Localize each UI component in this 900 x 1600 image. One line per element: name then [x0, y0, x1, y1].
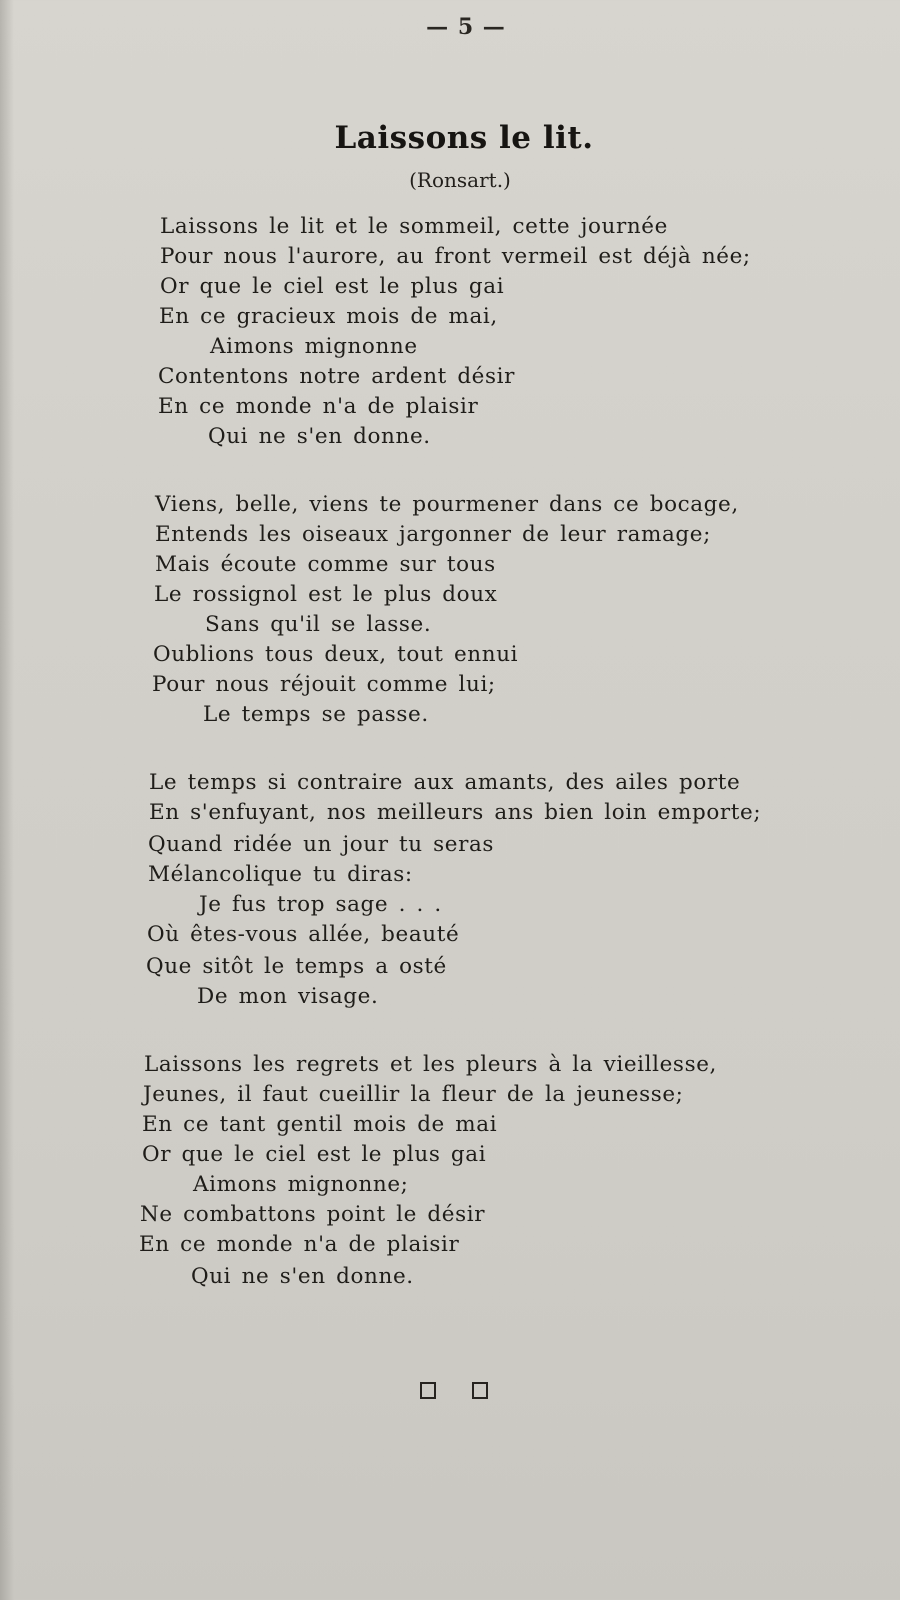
- end-ornament: [4, 1382, 900, 1399]
- verse-line-indented: Sans qu'il se lasse.: [205, 612, 432, 637]
- poem-title: Laissons le lit.: [334, 120, 594, 156]
- verse-line: En ce tant gentil mois de mai: [142, 1112, 498, 1137]
- poem-author: (Ronsart.): [409, 168, 511, 192]
- verse-line: Viens, belle, viens te pourmener dans ce bocage,: [155, 492, 739, 517]
- verse-line: Ne combattons point le désir: [140, 1202, 486, 1227]
- verse-line: Quand ridée un jour tu seras: [148, 832, 495, 857]
- verse-line: Mélancolique tu diras:: [148, 862, 413, 887]
- verse-line: Le temps si contraire aux amants, des ailes porte: [149, 770, 741, 795]
- verse-line-indented: Aimons mignonne;: [193, 1172, 409, 1197]
- verse-line: Jeunes, il faut cueillir la fleur de la jeunesse;: [143, 1082, 684, 1107]
- verse-line-indented: Aimons mignonne: [210, 334, 418, 359]
- verse-line: En ce gracieux mois de mai,: [159, 304, 498, 329]
- verse-line: Contentons notre ardent désir: [158, 364, 515, 389]
- verse-line: En ce monde n'a de plaisir: [139, 1232, 460, 1257]
- page-edge-shadow: [0, 0, 14, 1600]
- verse-line: Le rossignol est le plus doux: [154, 582, 498, 607]
- verse-line-indented: Je fus trop sage . . .: [199, 892, 442, 917]
- verse-line: Or que le ciel est le plus gai: [142, 1142, 487, 1167]
- verse-line: Or que le ciel est le plus gai: [160, 274, 505, 299]
- verse-line: Laissons les regrets et les pleurs à la vieillesse,: [144, 1052, 717, 1077]
- verse-line: Entends les oiseaux jargonner de leur ramage;: [155, 522, 711, 547]
- verse-line-indented: Le temps se passe.: [203, 702, 429, 727]
- verse-line: En s'enfuyant, nos meilleurs ans bien loin emporte;: [149, 800, 762, 825]
- verse-line: En ce monde n'a de plaisir: [158, 394, 479, 419]
- verse-line: Que sitôt le temps a osté: [146, 954, 447, 979]
- verse-line-indented: Qui ne s'en donne.: [208, 424, 431, 449]
- verse-line: Oublions tous deux, tout ennui: [153, 642, 519, 667]
- page-number: — 5 —: [426, 14, 506, 40]
- verse-line-indented: Qui ne s'en donne.: [191, 1264, 414, 1289]
- verse-line: Mais écoute comme sur tous: [155, 552, 496, 577]
- verse-line: Où êtes-vous allée, beauté: [147, 922, 460, 947]
- square-ornament-icon: [472, 1382, 488, 1399]
- square-ornament-icon: [420, 1382, 436, 1399]
- verse-line-indented: De mon visage.: [197, 984, 379, 1009]
- verse-line: Pour nous réjouit comme lui;: [152, 672, 496, 697]
- verse-line: Pour nous l'aurore, au front vermeil est déjà née;: [160, 244, 751, 269]
- verse-line: Laissons le lit et le sommeil, cette journée: [160, 214, 668, 239]
